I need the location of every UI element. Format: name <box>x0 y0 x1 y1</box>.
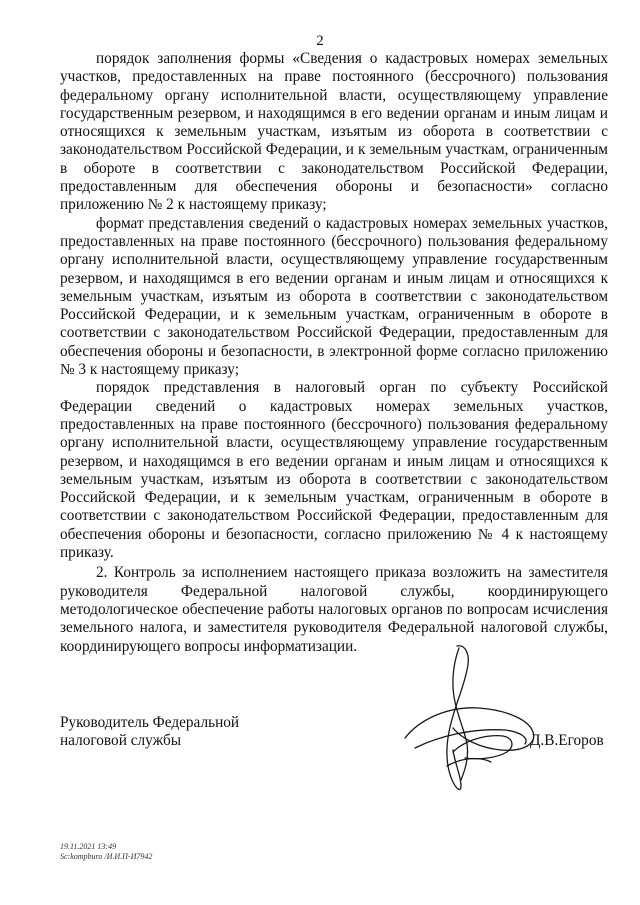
paragraph-form-order: порядок заполнения формы «Сведения о кадастровых номерах земельных участков, предоставленных на праве постоянного (бессрочного) пользования федеральному органу исполнительной власти, осуществляющему управление государственным резервом, и находящимся в его ведении органам и иным лицам и относящихся к земельным участкам, изъятым из оборота в соответствии с законодательством Российской Федерации, и к земельным участкам, ограниченным в обороте в соответствии с законодательством Российской Федерации, предоставленным для обеспечения обороны и безопасности» согласно приложению № 2 к настоящему приказу; <box>60 50 608 214</box>
footer-doc-code: Sc:kompburo /И.И.П-И7942 <box>60 852 153 861</box>
page-number: 2 <box>316 33 324 49</box>
paragraph-electronic-format: формат представления сведений о кадастровых номерах земельных участков, предоставленных на праве постоянного (бессрочного) пользования федеральному органу исполнительной власти, осуществляющему управление государственным резервом, и находящимся в его ведении органам и иным лицам и относящихся к земельным участкам, изъятым из оборота в соответствии с законодательством Российской Федерации, и к земельным участкам, ограниченным в обороте в соответствии с законодательством Российской Федерации, предоставленным для обеспечения обороны и безопасности, в электронной форме согласно приложению № 3 к настоящему приказу; <box>60 214 608 379</box>
footer-timestamp: 19.11.2021 13:49 <box>60 842 117 851</box>
signatory-name: Д.В.Егоров <box>530 732 604 749</box>
signatory-title-line-2: налоговой службы <box>60 732 182 750</box>
handwritten-signature <box>395 640 545 805</box>
paragraph-control-clause: 2. Контроль за исполнением настоящего приказа возложить на заместителя руководителя Федеральной налоговой службы, координирующего методологическое обеспечение работы налоговых органов по вопросам исчисления земельного налога, и заместителя руководителя Федеральной налоговой службы, координирующего вопросы информатизации. <box>60 564 608 655</box>
signatory-title <box>60 714 239 751</box>
paragraph-submission-order: порядок представления в налоговый орган по субъекту Российской Федерации сведений о кадастровых номерах земельных участков, предоставленных на праве постоянного (бессрочного) пользования федеральному органу исполнительной власти, осуществляющему управление государственным резервом, и находящимся в его ведении органам и иным лицам и относящихся к земельным участкам, изъятым из оборота в соответствии с законодательством Российской Федерации, и к земельным участкам, ограниченным в обороте в соответствии с законодательством Российской Федерации, предоставленным для обеспечения обороны и безопасности, согласно приложению № 4 к настоящему приказу. <box>60 379 608 562</box>
signatory-title-line-1: Руководитель Федеральной <box>60 714 240 731</box>
document-body <box>60 50 608 656</box>
footer-metadata <box>60 842 152 862</box>
